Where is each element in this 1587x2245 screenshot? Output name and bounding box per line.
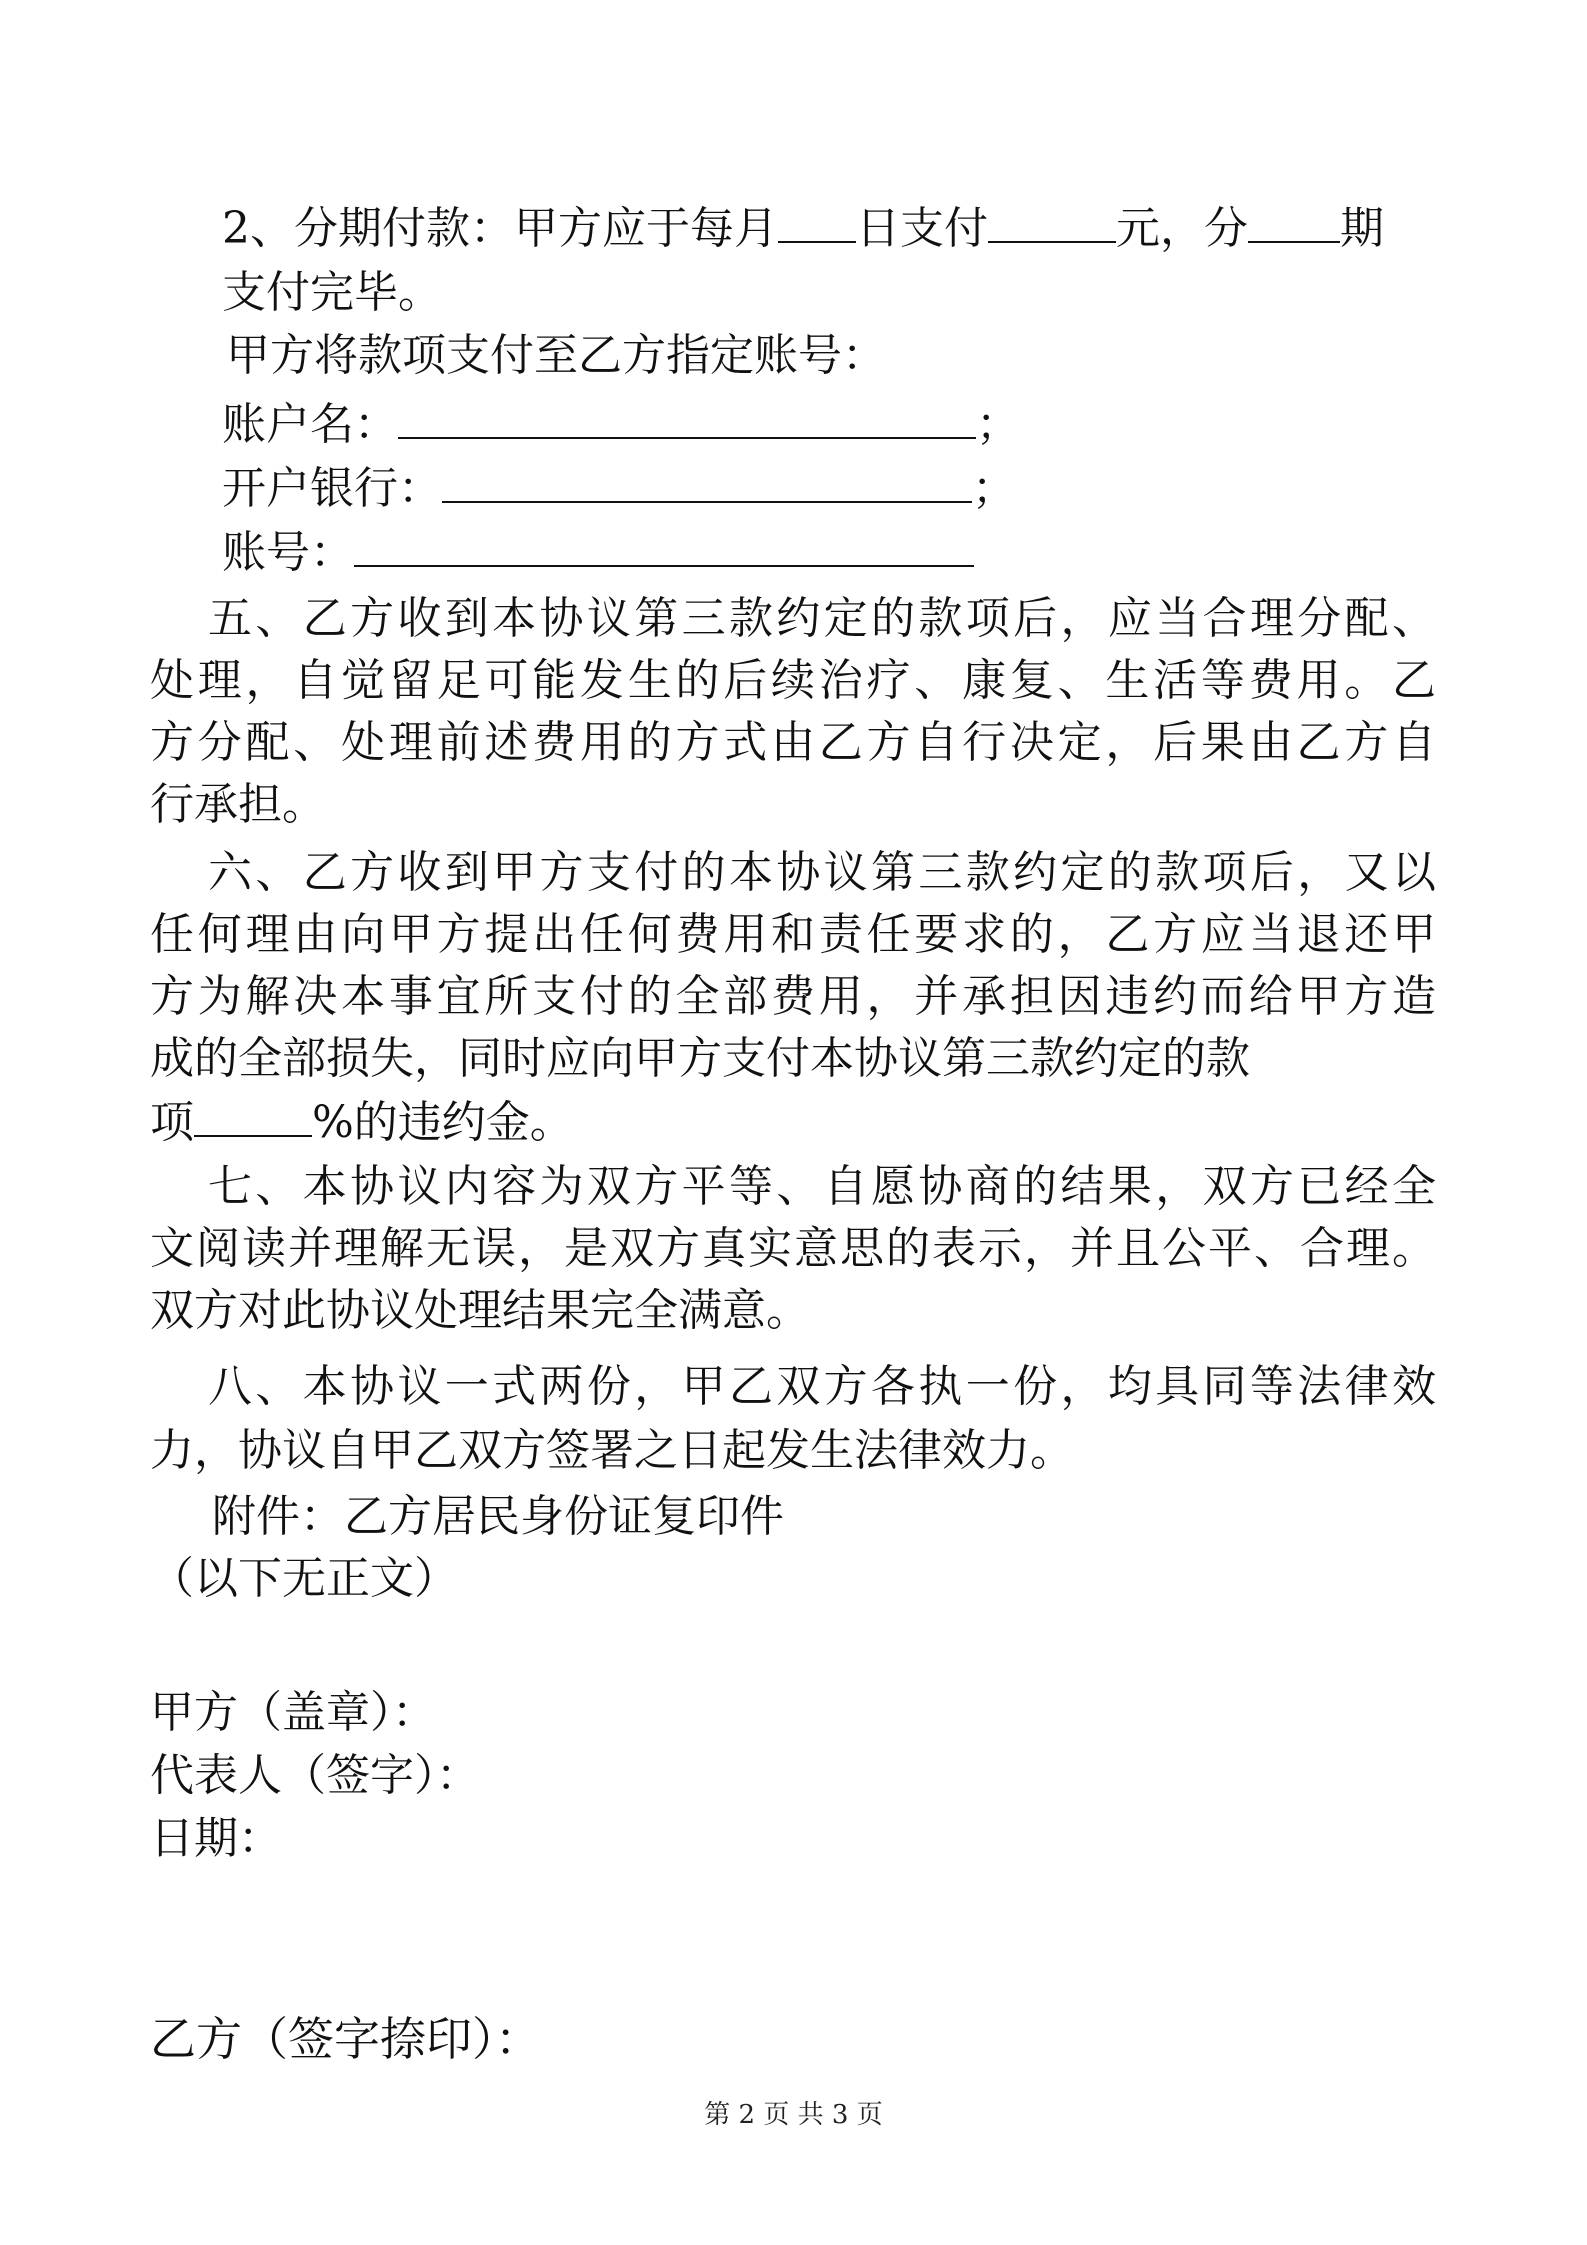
page-footer: 第 2 页 共 3 页 [704, 2100, 883, 2130]
clause8-line-2: 力，协议自甲乙双方签署之日起发生法律效力。 [150, 1425, 1074, 1476]
party-b-sign: 乙方（签字捺印）： [150, 2012, 541, 2066]
clause5-line-3: 方分配、处理前述费用的方式由乙方自行决定，后果由乙方自 [150, 717, 1436, 768]
penalty-percent-blank [194, 1095, 312, 1137]
clause6-line-5 [150, 1092, 574, 1154]
account-number-label: 账号： [222, 527, 354, 578]
bank-blank [442, 461, 972, 503]
no-more-text-line: （以下无正文） [150, 1553, 458, 1604]
clause5-line-1: 五、乙方收到本协议第三款约定的款项后，应当合理分配、 [208, 593, 1436, 644]
account-number-row [222, 522, 974, 584]
account-name-blank [398, 397, 976, 439]
clause8-line-1: 八、本协议一式两份，甲乙双方各执一份，均具同等法律效 [208, 1361, 1436, 1412]
account-intro: 甲方将款项支付至乙方指定账号： [226, 330, 886, 381]
clause6-line-1: 六、乙方收到甲方支付的本协议第三款约定的款项后，又以 [208, 847, 1436, 898]
installment-text-b: 日支付 [856, 203, 988, 254]
amount-blank [988, 201, 1116, 243]
clause6-line-2: 任何理由向甲方提出任何费用和责任要求的，乙方应当退还甲 [150, 909, 1436, 960]
clause5-line-4: 行承担。 [150, 779, 326, 830]
installment-text-d: 期 [1340, 203, 1384, 254]
clause7-line-1: 七、本协议内容为双方平等、自愿协商的结果，双方已经全 [208, 1161, 1436, 1212]
clause6-line-4: 成的全部损失，同时应向甲方支付本协议第三款约定的款 [150, 1033, 1250, 1084]
account-name-row [222, 394, 1020, 456]
clause7-line-2: 文阅读并理解无误，是双方真实意思的表示，并且公平、合理。 [150, 1223, 1436, 1274]
day-blank [778, 201, 856, 243]
clause6-text-a: 项 [150, 1097, 194, 1148]
clause5-line-2: 处理，自觉留足可能发生的后续治疗、康复、生活等费用。乙 [150, 655, 1436, 706]
installment-line-2: 支付完毕。 [222, 267, 442, 318]
semicolon: ； [976, 399, 1020, 450]
account-name-label: 账户名： [222, 399, 398, 450]
clause7-line-3: 双方对此协议处理结果完全满意。 [150, 1285, 810, 1336]
account-number-blank [354, 525, 974, 567]
periods-blank [1248, 201, 1340, 243]
bank-row [222, 458, 1016, 520]
party-a-date: 日期： [150, 1813, 282, 1864]
party-a-representative: 代表人（签字）： [150, 1750, 480, 1801]
clause6-line-3: 方为解决本事宜所支付的全部费用，并承担因违约而给甲方造 [150, 971, 1436, 1022]
semicolon: ； [972, 463, 1016, 514]
bank-label: 开户银行： [222, 463, 442, 514]
installment-text-a: 2、分期付款：甲方应于每月 [222, 203, 778, 254]
party-a-seal: 甲方（盖章）： [150, 1687, 436, 1738]
clause6-text-b: %的违约金。 [312, 1097, 574, 1148]
installment-text-c: 元，分 [1116, 203, 1248, 254]
installment-line [222, 198, 1384, 260]
attachment-line: 附件：乙方居民身份证复印件 [212, 1491, 784, 1542]
